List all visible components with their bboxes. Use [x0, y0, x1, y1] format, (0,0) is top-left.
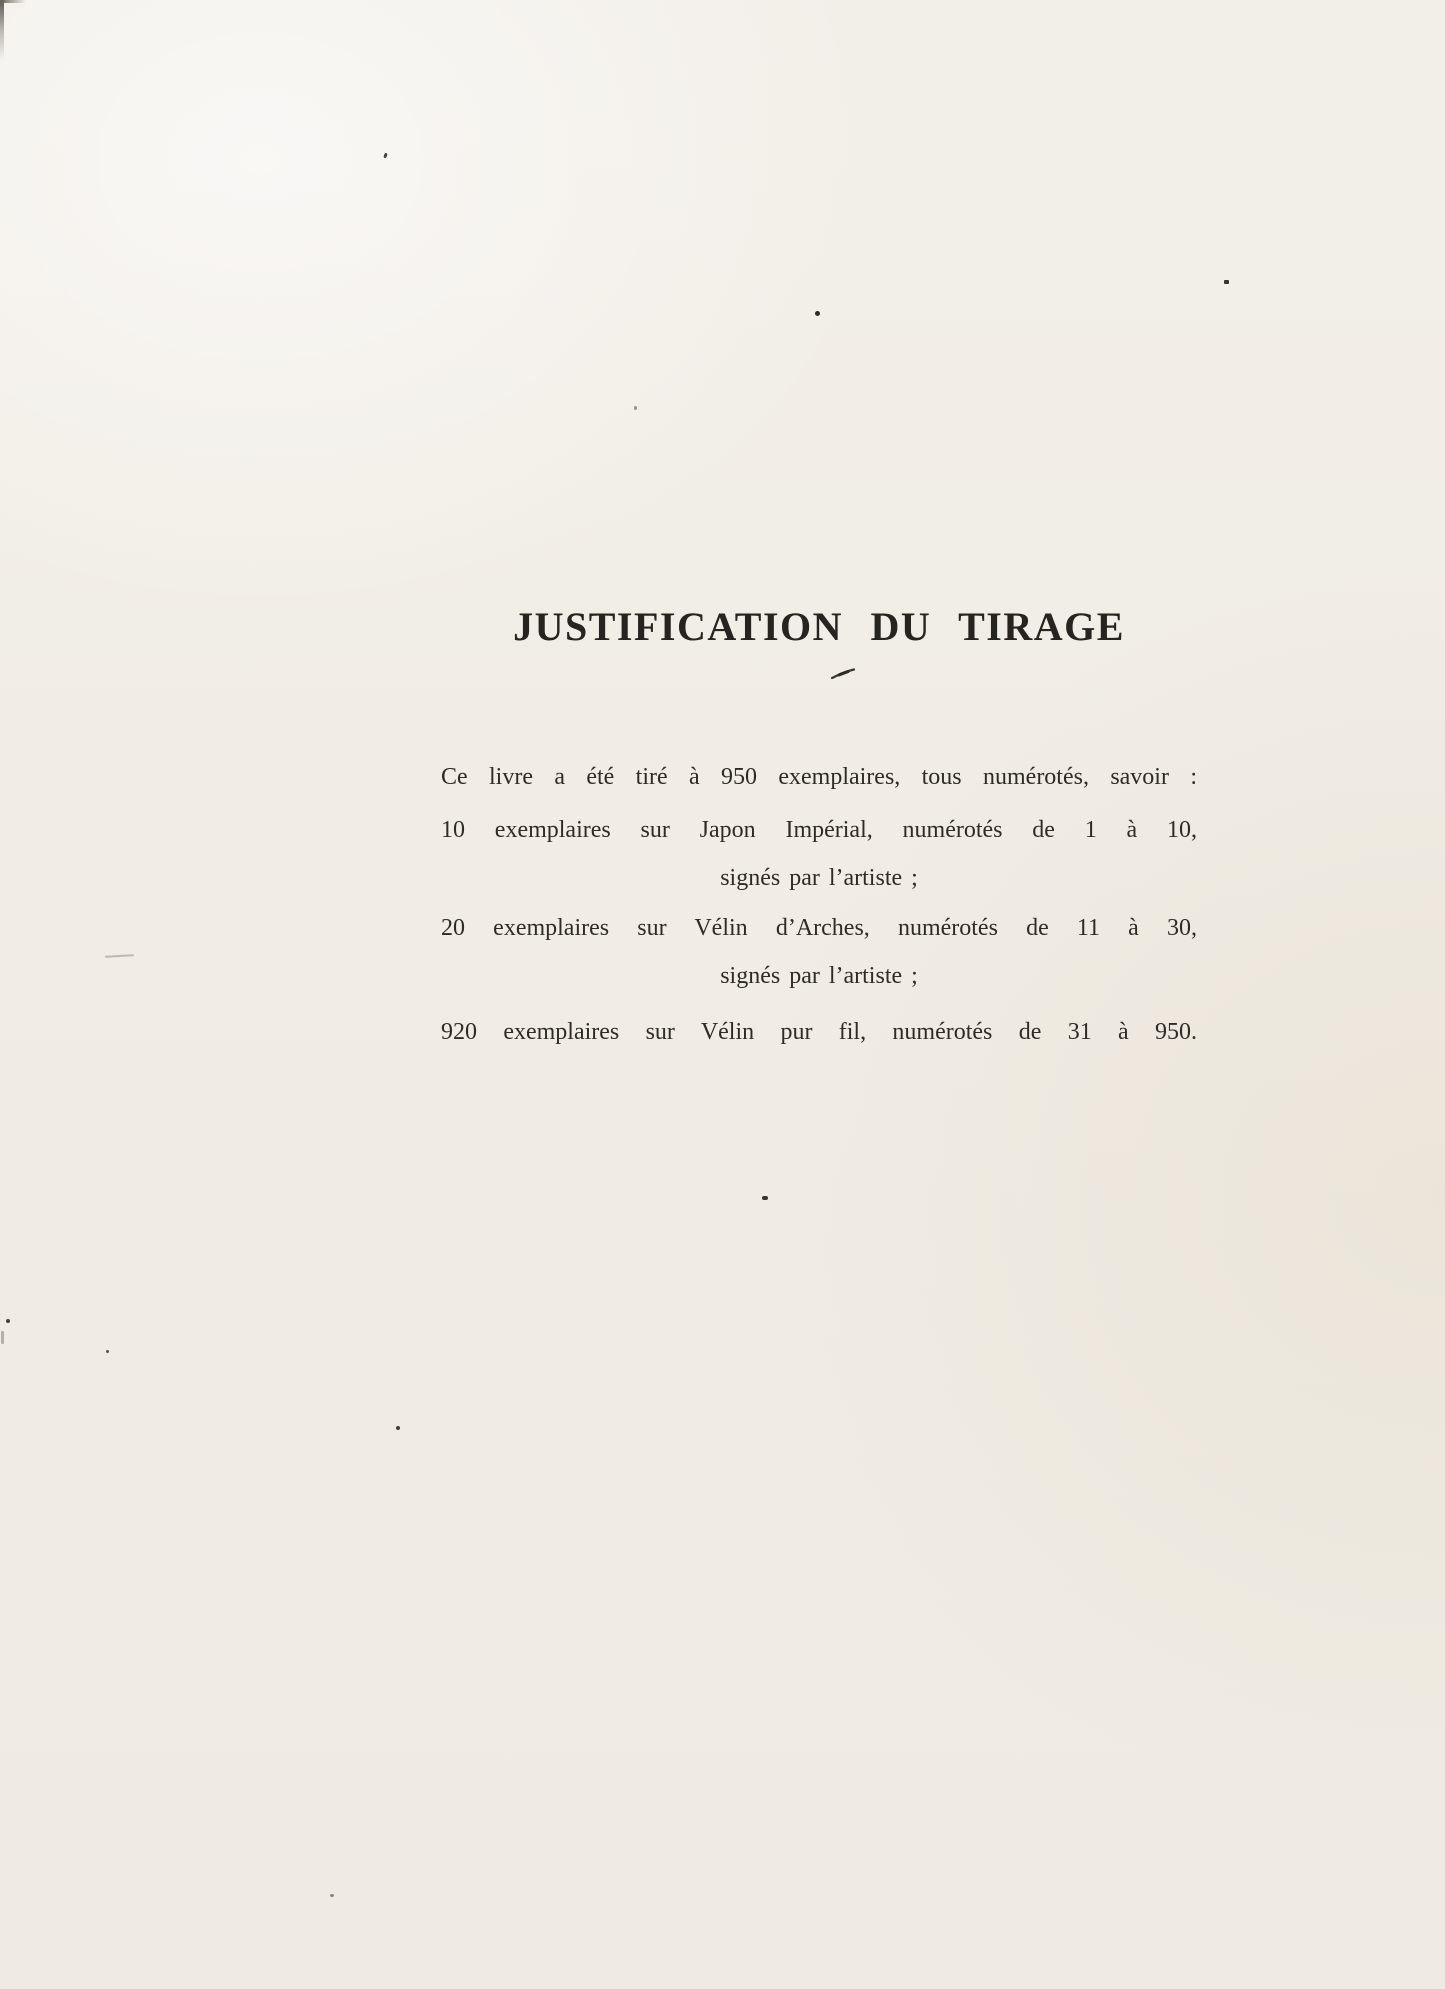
ornament-dash: [831, 666, 855, 682]
limitation-signed-note-1: signés par l’artiste ;: [720, 865, 918, 891]
limitation-velin-arches: 20 exemplaires sur Vélin d’Arches, numérotés de 11 à 30,: [441, 915, 1197, 941]
paper-speck: [330, 1894, 334, 1897]
paper-speck: [383, 153, 387, 159]
paper-speck: [634, 406, 637, 410]
paper-speck: [1224, 280, 1229, 284]
paper-smudge: [1, 1331, 4, 1344]
paper-speck: [815, 311, 820, 316]
page-title: JUSTIFICATION DU TIRAGE: [513, 603, 1125, 649]
paper-speck: [396, 1426, 400, 1430]
paper-speck: [762, 1196, 768, 1200]
paper-speck: [106, 1350, 109, 1353]
scan-edge-artifact-top: [0, 0, 26, 3]
limitation-signed-note-2: signés par l’artiste ;: [720, 963, 918, 989]
paper-speck: [6, 1319, 10, 1323]
limitation-statement: Ce livre a été tiré à 950 exemplaires, tous numérotés, savoir :: [441, 764, 1197, 790]
limitation-japon-imperial: 10 exemplaires sur Japon Impérial, numérotés de 1 à 10,: [441, 817, 1197, 843]
scan-edge-artifact: [0, 0, 4, 60]
limitation-velin-pur-fil: 920 exemplaires sur Vélin pur fil, numérotés de 31 à 950.: [441, 1019, 1197, 1045]
paper-scratch: [105, 954, 134, 958]
